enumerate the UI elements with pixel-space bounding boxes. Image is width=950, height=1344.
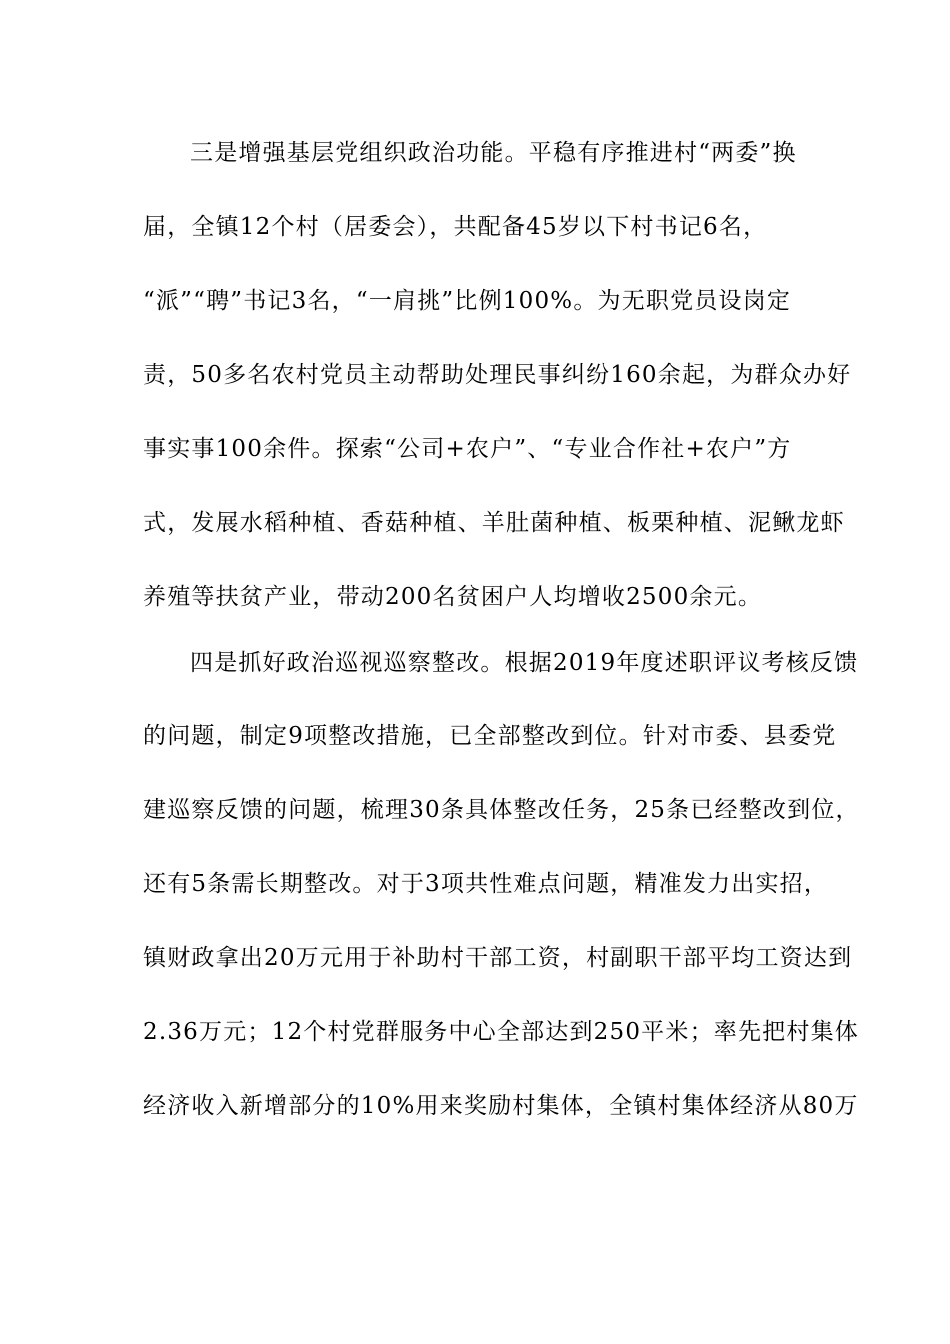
paragraph-4-line-5: 镇财政拿出20万元用于补助村干部工资，村副职干部平均工资达到 xyxy=(143,945,853,971)
paragraph-3-line-1: 三是增强基层党组织政治功能。平稳有序推进村“两委”换 xyxy=(190,140,797,166)
paragraph-3-line-7: 养殖等扶贫产业，带动200名贫困户人均增收2500余元。 xyxy=(143,584,763,610)
paragraph-3-line-4: 责，50多名农村党员主动帮助处理民事纠纷160余起，为群众办好 xyxy=(143,362,852,388)
paragraph-3-line-5: 事实事100余件。探索“公司+农户”、“专业合作社+农户”方 xyxy=(143,436,792,462)
paragraph-3-line-6: 式，发展水稻种植、香菇种植、羊肚菌种植、板栗种植、泥鳅龙虾 xyxy=(143,510,845,536)
paragraph-4-line-7: 经济收入新增部分的10%用来奖励村集体，全镇村集体经济从80万 xyxy=(143,1093,859,1119)
paragraph-4-line-6: 2.36万元；12个村党群服务中心全部达到250平米；率先把村集体 xyxy=(143,1019,859,1045)
paragraph-3-line-2: 届，全镇12个村（居委会），共配备45岁以下村书记6名， xyxy=(143,214,768,240)
paragraph-4-line-1: 四是抓好政治巡视巡察整改。根据2019年度述职评议考核反馈 xyxy=(190,650,859,676)
paragraph-4-line-3: 建巡察反馈的问题，梳理30条具体整改任务，25条已经整改到位， xyxy=(143,797,860,823)
paragraph-4-line-4: 还有5条需长期整改。对于3项共性难点问题，精准发力出实招， xyxy=(143,871,829,897)
paragraph-4-line-2: 的问题，制定9项整改措施，已全部整改到位。针对市委、县委党 xyxy=(143,723,837,749)
paragraph-3-line-3: “派”“聘”书记3名，“一肩挑”比例100%。为无职党员设岗定 xyxy=(143,288,792,314)
